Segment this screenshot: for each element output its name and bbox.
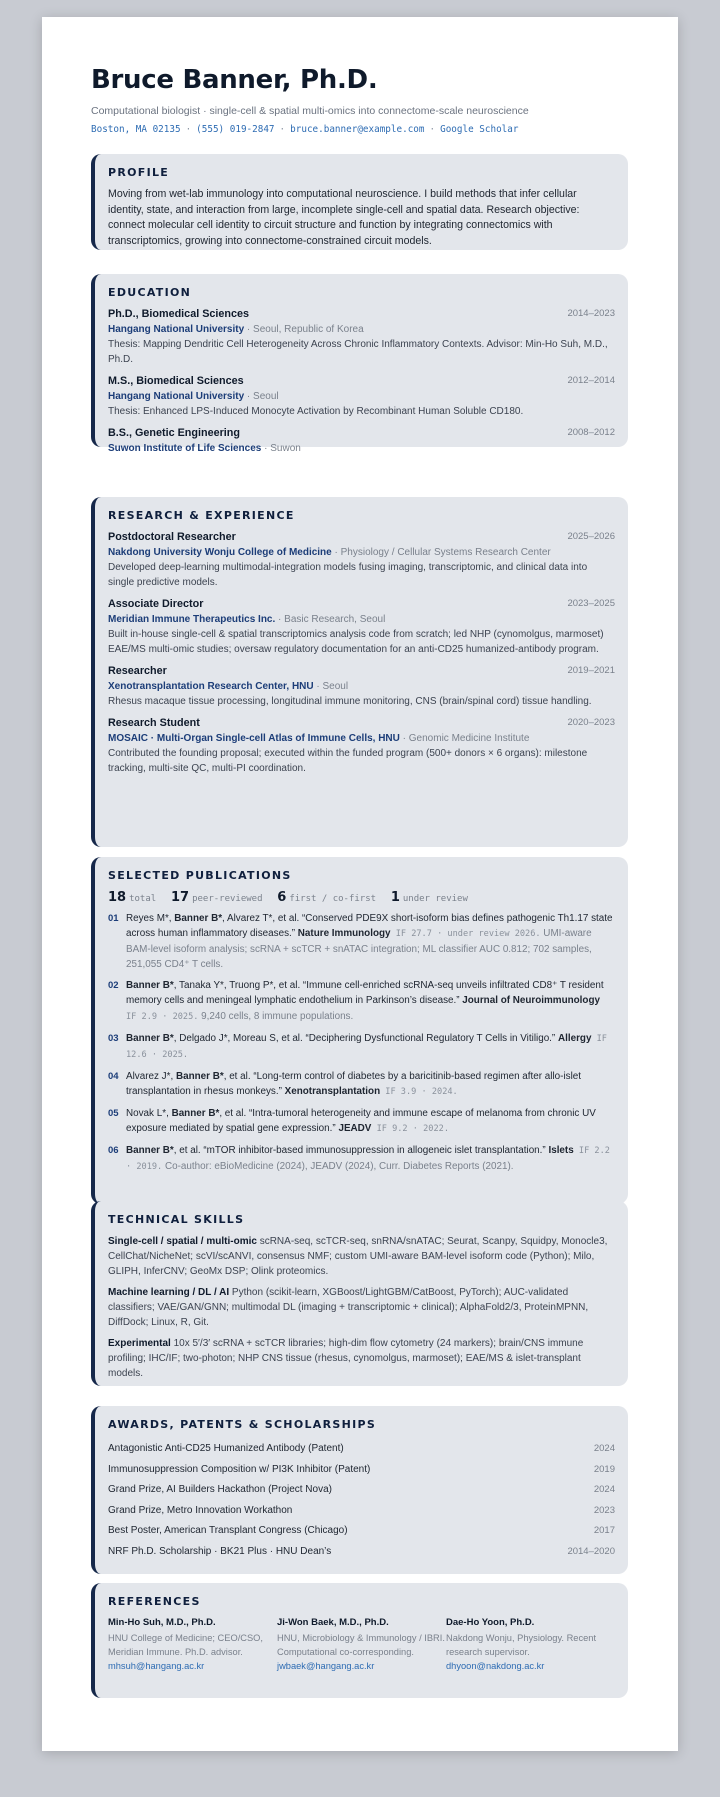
contact-address: Boston, MA 02135 bbox=[91, 124, 181, 135]
org-location: · Seoul, Republic of Korea bbox=[244, 324, 364, 335]
entry-dates: 2023–2025 bbox=[567, 598, 615, 609]
awards-section bbox=[91, 1406, 628, 1574]
citation-self-author: Banner B* bbox=[126, 1033, 174, 1044]
entry-description: Built in-house single-cell & spatial transcriptomics analysis code from scratch; led NHP (cynomolgus, marmoset) EAE/MS multi-omic studies; oversaw regulatory documentation for an anti-CD25 humanized-antibody program. bbox=[108, 629, 604, 655]
reference-name: Min-Ho Suh, M.D., Ph.D. bbox=[108, 1617, 216, 1628]
education-entry bbox=[108, 374, 615, 419]
tagline: Computational biologist · single-cell & spatial multi-omics into connectome-scale neuroscience bbox=[91, 105, 529, 117]
references-list bbox=[108, 1616, 615, 1673]
reference-description: Nakdong Wonju, Physiology. Recent research supervisor. bbox=[446, 1633, 597, 1657]
reference-email-link[interactable]: mhsuh@hangang.ac.kr bbox=[108, 1661, 205, 1671]
award-year: 2024 bbox=[593, 1484, 615, 1495]
citation-journal: Nature Immunology bbox=[297, 928, 391, 939]
award-name: Grand Prize, AI Builders Hackathon (Project Nova) bbox=[108, 1484, 332, 1495]
contact-line bbox=[91, 124, 631, 135]
entry-organization bbox=[108, 322, 615, 337]
skill-label: Machine learning / DL / AI bbox=[108, 1287, 230, 1298]
award-name: Immunosuppression Composition w/ PI3K Inhibitor (Patent) bbox=[108, 1463, 371, 1475]
section-title: AWARDS, PATENTS & SCHOLARSHIPS bbox=[108, 1418, 377, 1431]
publication-item bbox=[108, 1031, 615, 1063]
skill-text: 10x 5′/3′ scRNA + scTCR libraries; high-dim flow cytometry (24 markers); brain/CNS immune profiling; IHC/IF; two-photon; NHP CNS tissue (rhesus, cynomolgus, marmoset); EAE/MS & islet-transplant models. bbox=[108, 1338, 584, 1379]
award-year: 2014–2020 bbox=[567, 1545, 615, 1557]
citation-title: , et al. “Long-term control of diabetes by a baricitinib-based regimen after allo-islet transplantation in rhesus monkeys.” bbox=[126, 1071, 582, 1097]
citation-journal: Allergy bbox=[557, 1033, 592, 1044]
degree-title: Ph.D., Biomedical Sciences bbox=[108, 308, 250, 320]
contact-phone[interactable]: (555) 019-2847 bbox=[196, 124, 275, 135]
entry-description: Thesis: Mapping Dendritic Cell Heterogeneity Across Chronic Inflammatory Contexts. Advisor: Min-Ho Suh, M.D., Ph.D. bbox=[108, 339, 608, 365]
degree-title: B.S., Genetic Engineering bbox=[108, 427, 240, 439]
publication-citation bbox=[126, 1143, 615, 1175]
entry-dates: 2025–2026 bbox=[567, 531, 615, 542]
citation-notes: Co-author: eBioMedicine (2024), JEADV (2024), Curr. Diabetes Reports (2021). bbox=[162, 1161, 514, 1172]
stat-label: peer-reviewed bbox=[192, 894, 263, 904]
citation-journal: Journal of Neuroimmunology bbox=[462, 995, 600, 1006]
citation-self-author: Banner B* bbox=[171, 1108, 220, 1119]
org-name: Xenotransplantation Research Center, HNU bbox=[108, 681, 314, 692]
reference-description: HNU College of Medicine; CEO/CSO, Meridian Immune. Ph.D. advisor. bbox=[108, 1633, 264, 1657]
entry-description: Rhesus macaque tissue processing, longitudinal immune monitoring, CNS (brain/spinal cord) tissue handling. bbox=[108, 696, 592, 707]
org-location: · Genomic Medicine Institute bbox=[399, 733, 530, 744]
section-title: PROFILE bbox=[108, 166, 170, 179]
role-title: Researcher bbox=[108, 665, 167, 677]
entry-dates: 2014–2023 bbox=[567, 308, 615, 319]
citation-notes: UMI-aware BAM-level isoform analysis; scRNA + scTCR + snATAC integration; ML classifier AUC 0.812; 702 samples, 251,055 CD4⁺ T cells. bbox=[126, 928, 592, 970]
publication-citation bbox=[126, 978, 615, 1025]
citation-authors-before: Alvarez J*, bbox=[126, 1071, 176, 1082]
award-item bbox=[108, 1439, 615, 1460]
stat-count: 6 bbox=[277, 890, 287, 905]
org-location: · Physiology / Cellular Systems Research Center bbox=[331, 547, 551, 558]
citation-impact-meta: IF 3.9 · 2024. bbox=[380, 1087, 458, 1097]
education-entry bbox=[108, 426, 615, 456]
reference-card bbox=[108, 1616, 277, 1673]
entry-organization bbox=[108, 441, 615, 456]
reference-card bbox=[446, 1616, 615, 1673]
experience-section bbox=[91, 497, 628, 847]
citation-journal: Xenotransplantation bbox=[284, 1086, 381, 1097]
org-location: · Suwon bbox=[261, 443, 301, 454]
resume-header bbox=[91, 65, 631, 135]
stat-count: 1 bbox=[390, 890, 400, 905]
citation-notes: 9,240 cells, 8 immune populations. bbox=[198, 1011, 354, 1022]
reference-card bbox=[277, 1616, 446, 1673]
entry-description: Contributed the founding proposal; executed within the funded program (500+ donors × 6 organs): milestone tracking, multi-site QC, multi-PI coordination. bbox=[108, 748, 588, 774]
entry-dates: 2012–2014 bbox=[567, 375, 615, 386]
candidate-name: Bruce Banner, Ph.D. bbox=[91, 65, 378, 95]
publication-number: 04 bbox=[108, 1071, 119, 1082]
role-title: Associate Director bbox=[108, 598, 204, 610]
org-name: Hangang National University bbox=[108, 324, 245, 335]
citation-impact-meta: IF 27.7 · under review 2026. bbox=[390, 929, 541, 939]
reference-name: Dae-Ho Yoon, Ph.D. bbox=[446, 1617, 535, 1628]
entry-organization bbox=[108, 679, 615, 694]
profile-section bbox=[91, 154, 628, 250]
profile-text: Moving from wet-lab immunology into computational neuroscience. I build methods that infer cellular identity, state, and interaction from large, incomplete single-cell and spatial data. Research objective: connect molecular cell identity to circuit structure and function by integrating connectomics with transcriptomics, growing into connectome-constrained circuit models. bbox=[108, 188, 580, 247]
award-item bbox=[108, 1501, 615, 1522]
citation-impact-meta: IF 2.2 · 2019. bbox=[126, 1146, 610, 1172]
award-item bbox=[108, 1460, 615, 1481]
citation-self-author: Banner B* bbox=[126, 1145, 174, 1156]
citation-impact-meta: IF 9.2 · 2022. bbox=[371, 1124, 449, 1134]
role-title: Research Student bbox=[108, 717, 200, 729]
experience-entry bbox=[108, 530, 615, 590]
role-title: Postdoctoral Researcher bbox=[108, 531, 236, 543]
org-name: MOSAIC · Multi-Organ Single-cell Atlas of Immune Cells, HNU bbox=[108, 733, 400, 744]
entry-organization bbox=[108, 612, 615, 627]
stat-count: 17 bbox=[170, 890, 190, 905]
skills-section bbox=[91, 1201, 628, 1386]
section-title: EDUCATION bbox=[108, 286, 192, 299]
citation-title: , Tanaka Y*, Truong P*, et al. “Immune cell-enriched scRNA-seq unveils infiltrated CD8⁺ T resident memory cells and meningeal lymphatic endothelium in Parkinson’s disease.” bbox=[126, 980, 604, 1006]
degree-title: M.S., Biomedical Sciences bbox=[108, 375, 244, 387]
citation-title: , Delgado J*, Moreau S, et al. “Deciphering Dysfunctional Regulatory T Cells in Vitiligo.” bbox=[173, 1033, 558, 1044]
reference-email-link[interactable]: dhyoon@nakdong.ac.kr bbox=[446, 1661, 545, 1671]
citation-journal: JEADV bbox=[338, 1123, 372, 1134]
stat-count: 18 bbox=[108, 890, 127, 905]
entry-dates: 2019–2021 bbox=[567, 665, 615, 676]
stat-label: under review bbox=[402, 894, 468, 904]
education-entry bbox=[108, 307, 615, 367]
section-title: RESEARCH & EXPERIENCE bbox=[108, 509, 295, 522]
citation-impact-meta: IF 12.6 · 2025. bbox=[126, 1034, 607, 1060]
award-year: 2023 bbox=[593, 1504, 615, 1516]
section-title: REFERENCES bbox=[108, 1595, 201, 1608]
award-name: Grand Prize, Metro Innovation Workathon bbox=[108, 1504, 293, 1516]
org-name: Nakdong University Wonju College of Medicine bbox=[108, 547, 332, 558]
publication-citation bbox=[126, 1031, 615, 1063]
contact-email-link[interactable]: bruce.banner@example.com bbox=[290, 124, 425, 135]
section-title: SELECTED PUBLICATIONS bbox=[108, 869, 292, 882]
org-name: Hangang National University bbox=[108, 391, 245, 402]
skill-label: Experimental bbox=[108, 1338, 171, 1349]
citation-title: , et al. “Intra-tumoral heterogeneity and immune escape of melanoma from chronic UV exposure mediated by spatial gene expression.” bbox=[126, 1108, 596, 1134]
entry-organization bbox=[108, 545, 615, 560]
reference-description: HNU, Microbiology & Immunology / IBRI. Computational co-corresponding. bbox=[277, 1633, 445, 1657]
citation-journal: Islets bbox=[548, 1145, 574, 1156]
entry-description: Developed deep-learning multimodal-integration models fusing imaging, transcriptomic, and clinical data into single predictive models. bbox=[108, 562, 588, 588]
citation-title: , et al. “mTOR inhibitor-based immunosuppression in allogeneic islet transplantation.” bbox=[173, 1145, 549, 1156]
citation-authors-before: Reyes M*, bbox=[126, 913, 175, 924]
entry-organization bbox=[108, 389, 615, 404]
org-location: · Basic Research, Seoul bbox=[275, 614, 386, 625]
award-name: Antagonistic Anti-CD25 Humanized Antibody (Patent) bbox=[108, 1443, 344, 1454]
award-item bbox=[108, 1480, 615, 1501]
stat-label: total bbox=[129, 894, 157, 904]
skill-group bbox=[108, 1234, 615, 1279]
publication-item bbox=[108, 1143, 615, 1175]
award-name: NRF Ph.D. Scholarship · BK21 Plus · HNU Dean’s bbox=[108, 1545, 332, 1557]
skill-label: Single-cell / spatial / multi-omic bbox=[108, 1236, 257, 1247]
google-scholar-link[interactable]: Google Scholar bbox=[440, 124, 519, 135]
entry-dates: 2008–2012 bbox=[567, 427, 615, 438]
experience-entry bbox=[108, 664, 615, 709]
publication-item bbox=[108, 978, 615, 1025]
award-year: 2024 bbox=[593, 1443, 615, 1454]
separator: · bbox=[185, 124, 192, 135]
award-item bbox=[108, 1542, 615, 1563]
experience-entry bbox=[108, 597, 615, 657]
award-year: 2017 bbox=[593, 1525, 615, 1536]
entry-organization bbox=[108, 731, 615, 746]
experience-entry bbox=[108, 716, 615, 776]
publication-citation bbox=[126, 1106, 615, 1137]
publication-number: 05 bbox=[108, 1108, 119, 1119]
skill-text: scRNA-seq, scTCR-seq, snRNA/snATAC; Seurat, Scanpy, Squidpy, Monocle3, CellChat/NicheNet; scVI/scANVI, consensus NMF; custom UMI-aware BAM-level isoform code (Python); Milo, GLIPH, InferCNV; GeoMx DSP; Olink proteomics. bbox=[108, 1236, 608, 1277]
publication-list bbox=[108, 911, 615, 1175]
org-location: · Seoul bbox=[244, 391, 279, 402]
separator: · bbox=[279, 124, 286, 135]
citation-impact-meta: IF 2.9 · 2025. bbox=[126, 1012, 199, 1022]
org-name: Meridian Immune Therapeutics Inc. bbox=[108, 614, 276, 625]
award-name: Best Poster, American Transplant Congress (Chicago) bbox=[108, 1525, 348, 1536]
education-section bbox=[91, 274, 628, 454]
publication-item bbox=[108, 1069, 615, 1100]
citation-self-author: Banner B* bbox=[126, 980, 174, 991]
publication-number: 06 bbox=[108, 1145, 119, 1156]
skill-group bbox=[108, 1285, 615, 1330]
org-name: Suwon Institute of Life Sciences bbox=[108, 443, 262, 454]
publication-item bbox=[108, 911, 615, 972]
publication-stats bbox=[108, 890, 615, 905]
skill-group bbox=[108, 1336, 615, 1381]
references-section bbox=[91, 1583, 628, 1698]
citation-title: , Alvarez T*, et al. “Conserved PDE9X short-isoform bias defines pathogenic Th1.17 state across human inflammatory diseases.” bbox=[126, 913, 613, 939]
publication-number: 01 bbox=[108, 913, 119, 924]
citation-authors-before: Novak L*, bbox=[126, 1108, 172, 1119]
publications-section bbox=[91, 857, 628, 1204]
award-item bbox=[108, 1521, 615, 1542]
publication-item bbox=[108, 1106, 615, 1137]
separator: · bbox=[429, 124, 436, 135]
publication-number: 03 bbox=[108, 1033, 119, 1044]
entry-description: Thesis: Enhanced LPS-Induced Monocyte Activation by Recombinant Human Soluble CD180. bbox=[108, 406, 524, 417]
skill-text: Python (scikit-learn, XGBoost/LightGBM/CatBoost, PyTorch); AUC-validated classifiers; VAE/GAN/GNN; multimodal DL (imaging + transcriptomic + clinical); AlphaFold2/3, ProteinMPNN, DiffDock; Linux, R, Git. bbox=[108, 1287, 589, 1328]
section-title: TECHNICAL SKILLS bbox=[108, 1213, 245, 1226]
resume-page bbox=[42, 17, 678, 1751]
citation-self-author: Banner B* bbox=[175, 1071, 224, 1082]
reference-email-link[interactable]: jwbaek@hangang.ac.kr bbox=[277, 1661, 375, 1671]
award-year: 2019 bbox=[593, 1463, 615, 1475]
stat-label: first / co-first bbox=[289, 894, 377, 904]
org-location: · Seoul bbox=[313, 681, 349, 692]
publication-citation bbox=[126, 911, 615, 972]
publication-citation bbox=[126, 1069, 615, 1100]
reference-name: Ji-Won Baek, M.D., Ph.D. bbox=[277, 1617, 389, 1628]
entry-dates: 2020–2023 bbox=[567, 717, 615, 728]
citation-self-author: Banner B* bbox=[174, 913, 223, 924]
publication-number: 02 bbox=[108, 980, 119, 991]
